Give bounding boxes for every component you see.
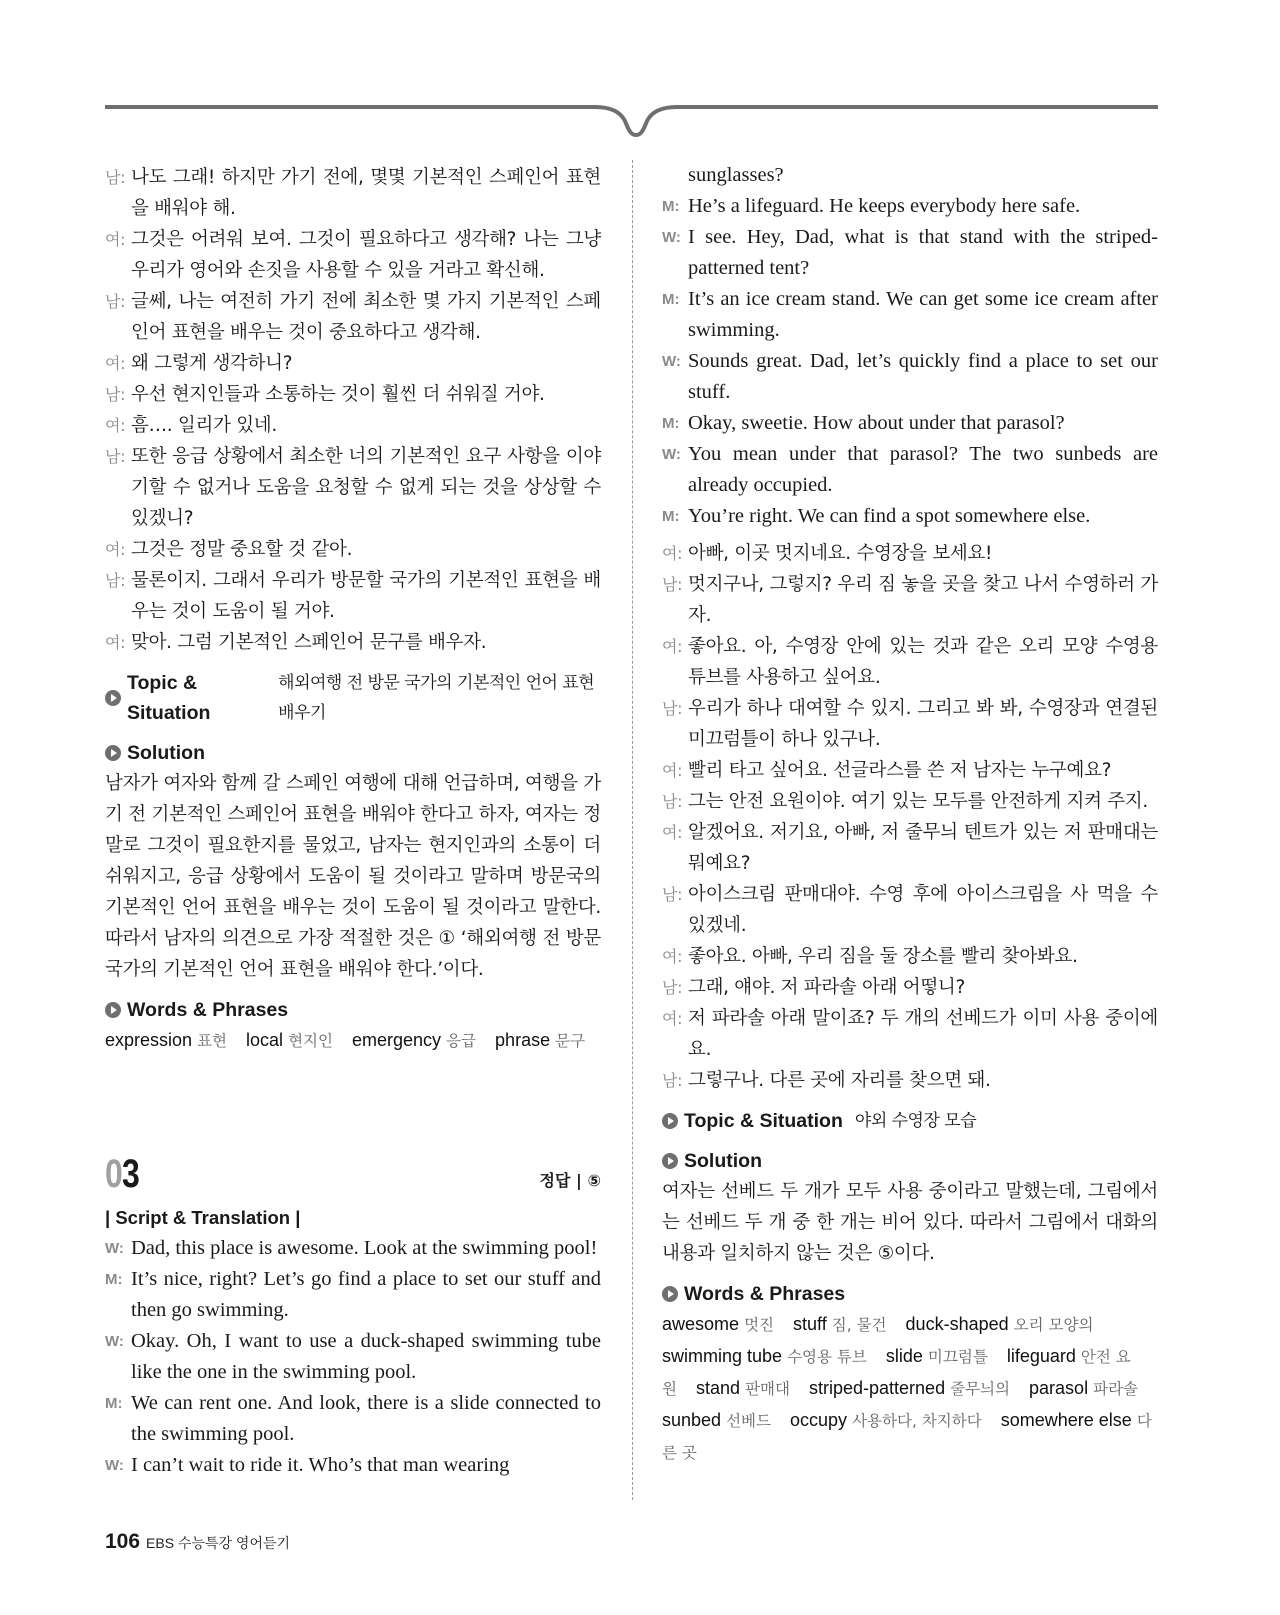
dialogue-text: I see. Hey, Dad, what is that stand with the striped-patterned tent? bbox=[688, 226, 1158, 279]
dialogue-line bbox=[662, 817, 1158, 879]
dialogue-line bbox=[105, 348, 601, 379]
words-list bbox=[662, 1309, 1158, 1469]
dialogue-line bbox=[662, 879, 1158, 941]
speaker-label: W: bbox=[662, 446, 681, 463]
speaker-label: W: bbox=[662, 353, 681, 370]
dialogue-text: 그렇구나. 다른 곳에 자리를 찾으면 돼. bbox=[688, 1070, 991, 1091]
dialogue-line bbox=[105, 224, 601, 286]
dialogue-line bbox=[105, 379, 601, 410]
dialogue-text: It’s nice, right? Let’s go find a place to set our stuff and then go swimming. bbox=[131, 1268, 601, 1321]
dialogue-text: 그것은 정말 중요할 것 같아. bbox=[131, 539, 353, 560]
answer-label: 정답 | ⑤ bbox=[539, 1171, 601, 1190]
word-meaning: 표현 bbox=[197, 1032, 228, 1050]
speaker-label: 여: bbox=[105, 633, 126, 652]
dialogue-line bbox=[105, 1233, 601, 1264]
speaker-label: 남: bbox=[662, 1071, 683, 1090]
word-meaning: 파라솔 bbox=[1093, 1380, 1139, 1398]
word-meaning: 응급 bbox=[446, 1032, 477, 1050]
words-label: Words & Phrases bbox=[684, 1283, 846, 1305]
word-term: local bbox=[246, 1030, 284, 1050]
dialogue-line bbox=[105, 534, 601, 565]
speaker-label: 여: bbox=[105, 230, 126, 249]
speaker-label: 여: bbox=[662, 761, 683, 780]
speaker-label: W: bbox=[105, 1457, 124, 1474]
dialogue-line bbox=[662, 569, 1158, 631]
dialogue-text: 우선 현지인들과 소통하는 것이 훨씬 더 쉬워질 거야. bbox=[131, 384, 545, 405]
speaker-label: 남: bbox=[662, 575, 683, 594]
dialogue-text: I can’t wait to ride it. Who’s that man wearing bbox=[131, 1454, 510, 1476]
dialogue-text: 물론이지. 그래서 우리가 방문할 국가의 기본적인 표현을 배우는 것이 도움이 될 거야. bbox=[131, 570, 601, 622]
speaker-label: M: bbox=[105, 1395, 123, 1412]
word-term: somewhere else bbox=[1000, 1410, 1132, 1430]
korean-dialogue bbox=[662, 538, 1158, 1096]
speaker-label: 여: bbox=[105, 416, 126, 435]
speaker-label: 남: bbox=[105, 168, 126, 187]
dialogue-text: 우리가 하나 대여할 수 있지. 그리고 봐 봐, 수영장과 연결된 미끄럼틀이 하나 있구나. bbox=[688, 698, 1158, 750]
dialogue-line bbox=[662, 941, 1158, 972]
word-term: parasol bbox=[1029, 1378, 1089, 1398]
dialogue-line bbox=[105, 441, 601, 534]
word-meaning: 사용하다, 차지하다 bbox=[852, 1412, 982, 1430]
dialogue-line bbox=[105, 1264, 601, 1326]
script-heading: | Script & Translation | bbox=[105, 1207, 301, 1228]
speaker-label: 여: bbox=[662, 823, 683, 842]
word-term: stand bbox=[696, 1378, 741, 1398]
dialogue-line bbox=[105, 1388, 601, 1450]
dialogue-line bbox=[105, 1326, 601, 1388]
dialogue-text: 저 파라솔 아래 말이죠? 두 개의 선베드가 이미 사용 중이에요. bbox=[688, 1008, 1158, 1060]
dialogue-text: You mean under that parasol? The two sunbeds are already occupied. bbox=[688, 443, 1158, 496]
word-meaning: 짐, 물건 bbox=[831, 1316, 887, 1334]
speaker-label: M: bbox=[662, 291, 680, 308]
dialogue-text: 아이스크림 판매대야. 수영 후에 아이스크림을 사 먹을 수 있겠네. bbox=[688, 884, 1158, 936]
word-meaning: 안전 요원 bbox=[662, 1348, 1131, 1398]
topic-heading bbox=[105, 668, 601, 728]
play-bullet-icon bbox=[105, 690, 121, 706]
word-meaning: 선베드 bbox=[726, 1412, 771, 1430]
dialogue-line bbox=[105, 162, 601, 224]
speaker-label: 여: bbox=[662, 544, 683, 563]
word-term: awesome bbox=[662, 1314, 740, 1334]
speaker-label: 남: bbox=[662, 699, 683, 718]
solution-label: Solution bbox=[127, 742, 205, 764]
dialogue-line bbox=[662, 501, 1158, 532]
dialogue-text: 그는 안전 요원이야. 여기 있는 모두를 안전하게 지켜 주지. bbox=[688, 791, 1148, 812]
word-meaning: 다른 곳 bbox=[662, 1412, 1152, 1462]
dialogue-line bbox=[105, 565, 601, 627]
dialogue-line bbox=[105, 410, 601, 441]
dialogue-line bbox=[662, 408, 1158, 439]
dialogue-line bbox=[662, 346, 1158, 408]
dialogue-line bbox=[662, 1003, 1158, 1065]
korean-dialogue bbox=[105, 162, 601, 658]
dialogue-text: Dad, this place is awesome. Look at the swimming pool! bbox=[131, 1237, 598, 1259]
solution-text: 여자는 선베드 두 개가 모두 사용 중이라고 말했는데, 그림에서는 선베드 두 개 중 한 개는 비어 있다. 따라서 그림에서 대화의 내용과 일치하지 않는 것은 ⑤이다. bbox=[662, 1181, 1158, 1264]
word-term: expression bbox=[105, 1030, 193, 1050]
column-divider bbox=[632, 160, 633, 1500]
speaker-label: 남: bbox=[105, 385, 126, 404]
dialogue-line bbox=[662, 755, 1158, 786]
speaker-label: 남: bbox=[105, 447, 126, 466]
speaker-label: 여: bbox=[662, 947, 683, 966]
speaker-label: 남: bbox=[662, 978, 683, 997]
word-term: duck-shaped bbox=[905, 1314, 1009, 1334]
speaker-label: M: bbox=[662, 415, 680, 432]
dialogue-text: It’s an ice cream stand. We can get some ice cream after swimming. bbox=[688, 288, 1158, 341]
word-meaning: 오리 모양의 bbox=[1013, 1316, 1094, 1334]
dialogue-text: 그것은 어려워 보여. 그것이 필요하다고 생각해? 나는 그냥 우리가 영어와 손짓을 사용할 수 있을 거라고 확신해. bbox=[131, 229, 601, 281]
dialogue-text: 좋아요. 아빠, 우리 짐을 둘 장소를 빨리 찾아봐요. bbox=[688, 946, 1078, 967]
speaker-label: W: bbox=[105, 1240, 124, 1257]
topic-label: Topic & Situation bbox=[127, 672, 211, 724]
dialogue-text: 또한 응급 상황에서 최소한 너의 기본적인 요구 사항을 이야기할 수 없거나 도움을 요청할 수 없게 되는 것을 상상할 수 있겠니? bbox=[131, 446, 601, 529]
speaker-label: W: bbox=[662, 229, 681, 246]
dialogue-text: 왜 그렇게 생각하니? bbox=[131, 353, 293, 374]
dialogue-line bbox=[662, 972, 1158, 1003]
english-script bbox=[105, 1233, 601, 1481]
speaker-label: 남: bbox=[662, 885, 683, 904]
speaker-label: 남: bbox=[105, 292, 126, 311]
word-meaning: 판매대 bbox=[745, 1380, 790, 1398]
words-list bbox=[105, 1025, 601, 1057]
dialogue-line bbox=[662, 631, 1158, 693]
speaker-label: M: bbox=[105, 1271, 123, 1288]
dialogue-text: 아빠, 이곳 멋지네요. 수영장을 보세요! bbox=[688, 543, 993, 564]
word-term: striped-patterned bbox=[809, 1378, 946, 1398]
dialogue-line bbox=[105, 286, 601, 348]
dialogue-line bbox=[662, 284, 1158, 346]
word-term: stuff bbox=[793, 1314, 827, 1334]
word-meaning: 미끄럼틀 bbox=[927, 1348, 988, 1366]
topic-heading bbox=[662, 1106, 1158, 1136]
play-bullet-icon bbox=[662, 1113, 678, 1129]
topic-label: Topic & Situation bbox=[684, 1110, 843, 1132]
dialogue-line bbox=[105, 627, 601, 658]
play-bullet-icon bbox=[105, 1002, 121, 1018]
book-title: EBS 수능특강 영어듣기 bbox=[146, 1535, 291, 1551]
dialogue-line bbox=[662, 693, 1158, 755]
word-meaning: 멋진 bbox=[744, 1316, 775, 1334]
question-number bbox=[105, 1152, 139, 1197]
page-number: 106 bbox=[105, 1530, 141, 1553]
dialogue-line bbox=[662, 1065, 1158, 1096]
word-term: swimming tube bbox=[662, 1346, 783, 1366]
word-term: sunbed bbox=[662, 1410, 722, 1430]
dialogue-text: You’re right. We can find a spot somewhere else. bbox=[688, 505, 1091, 527]
words-label: Words & Phrases bbox=[127, 999, 289, 1021]
dialogue-text: 흠…. 일리가 있네. bbox=[131, 415, 277, 436]
header-divider-line bbox=[0, 95, 1280, 145]
word-term: phrase bbox=[495, 1030, 551, 1050]
script-line: sunglasses? bbox=[688, 164, 784, 186]
dialogue-text: 멋지구나, 그렇지? 우리 짐 놓을 곳을 찾고 나서 수영하러 가자. bbox=[688, 574, 1158, 626]
dialogue-text: 좋아요. 아, 수영장 안에 있는 것과 같은 오리 모양 수영용 튜브를 사용하고 싶어요. bbox=[688, 636, 1158, 688]
dialogue-text: 알겠어요. 저기요, 아빠, 저 줄무늬 텐트가 있는 저 판매대는 뭐예요? bbox=[688, 822, 1158, 874]
dialogue-line bbox=[662, 786, 1158, 817]
word-meaning: 현지인 bbox=[288, 1032, 333, 1050]
solution-heading bbox=[105, 738, 601, 768]
dialogue-line bbox=[662, 222, 1158, 284]
left-column bbox=[105, 162, 601, 1481]
dialogue-text: 그래, 얘야. 저 파라솔 아래 어떻니? bbox=[688, 977, 966, 998]
dialogue-text: Okay, sweetie. How about under that parasol? bbox=[688, 412, 1065, 434]
solution-label: Solution bbox=[684, 1150, 762, 1172]
dialogue-line bbox=[662, 191, 1158, 222]
play-bullet-icon bbox=[662, 1286, 678, 1302]
topic-text: 야외 수영장 모습 bbox=[854, 1111, 977, 1131]
speaker-label: 남: bbox=[105, 571, 126, 590]
dialogue-line bbox=[662, 439, 1158, 501]
speaker-label: 여: bbox=[105, 354, 126, 373]
speaker-label: M: bbox=[662, 508, 680, 525]
word-term: lifeguard bbox=[1006, 1346, 1076, 1366]
play-bullet-icon bbox=[662, 1153, 678, 1169]
dialogue-text: 글쎄, 나는 여전히 가기 전에 최소한 몇 가지 기본적인 스페인어 표현을 배우는 것이 중요하다고 생각해. bbox=[131, 291, 601, 343]
dialogue-line bbox=[662, 538, 1158, 569]
dialogue-line bbox=[105, 1450, 601, 1481]
word-meaning: 수영용 튜브 bbox=[787, 1348, 867, 1366]
english-script-continued bbox=[662, 160, 1158, 532]
dialogue-text: 빨리 타고 싶어요. 선글라스를 쓴 저 남자는 누구예요? bbox=[688, 760, 1112, 781]
right-column bbox=[662, 160, 1158, 1469]
play-bullet-icon bbox=[105, 745, 121, 761]
speaker-label: W: bbox=[105, 1333, 124, 1350]
word-meaning: 문구 bbox=[555, 1032, 586, 1050]
word-term: emergency bbox=[352, 1030, 442, 1050]
speaker-label: 여: bbox=[662, 1009, 683, 1028]
word-meaning: 줄무늬의 bbox=[950, 1380, 1011, 1398]
dialogue-text: We can rent one. And look, there is a slide connected to the swimming pool. bbox=[131, 1392, 601, 1445]
dialogue-text: Okay. Oh, I want to use a duck-shaped swimming tube like the one in the swimming pool. bbox=[131, 1330, 601, 1383]
words-heading bbox=[662, 1279, 1158, 1309]
dialogue-text: He’s a lifeguard. He keeps everybody here safe. bbox=[688, 195, 1081, 217]
dialogue-text: Sounds great. Dad, let’s quickly find a place to set our stuff. bbox=[688, 350, 1158, 403]
dialogue-text: 맞아. 그럼 기본적인 스페인어 문구를 배우자. bbox=[131, 632, 487, 653]
word-term: occupy bbox=[790, 1410, 848, 1430]
speaker-label: 남: bbox=[662, 792, 683, 811]
word-term: slide bbox=[885, 1346, 923, 1366]
speaker-label: M: bbox=[662, 198, 680, 215]
words-heading bbox=[105, 995, 601, 1025]
question-header bbox=[105, 1152, 601, 1197]
solution-text: 남자가 여자와 함께 갈 스페인 여행에 대해 언급하며, 여행을 가기 전 기본적인 스페인어 표현을 배워야 한다고 하자, 여자는 정말로 그것이 필요한지를 물었고, 남자는 현지인과의 소통이 더 쉬워지고, 응급 상황에서 도움이 될 것이라고 말하며 방문국의 기본적인 언어 표현을 배우는 것이 도움이 될 것이라고 말한다. 따라서 남자의 의견으로 가장 적절한 것은 ① ‘해외여행 전 방문 국가의 기본적인 언어 표현을 배워야 한다.’이다. bbox=[105, 773, 601, 980]
page-footer bbox=[105, 1530, 290, 1554]
speaker-label: 여: bbox=[662, 637, 683, 656]
speaker-label: 여: bbox=[105, 540, 126, 559]
dialogue-text: 나도 그래! 하지만 가기 전에, 몇몇 기본적인 스페인어 표현을 배워야 해. bbox=[131, 167, 601, 219]
question-number-zero: 0 bbox=[105, 1152, 122, 1196]
question-number-digit: 3 bbox=[122, 1152, 139, 1196]
solution-heading bbox=[662, 1146, 1158, 1176]
topic-text: 해외여행 전 방문 국가의 기본적인 언어 표현 배우기 bbox=[278, 673, 595, 723]
